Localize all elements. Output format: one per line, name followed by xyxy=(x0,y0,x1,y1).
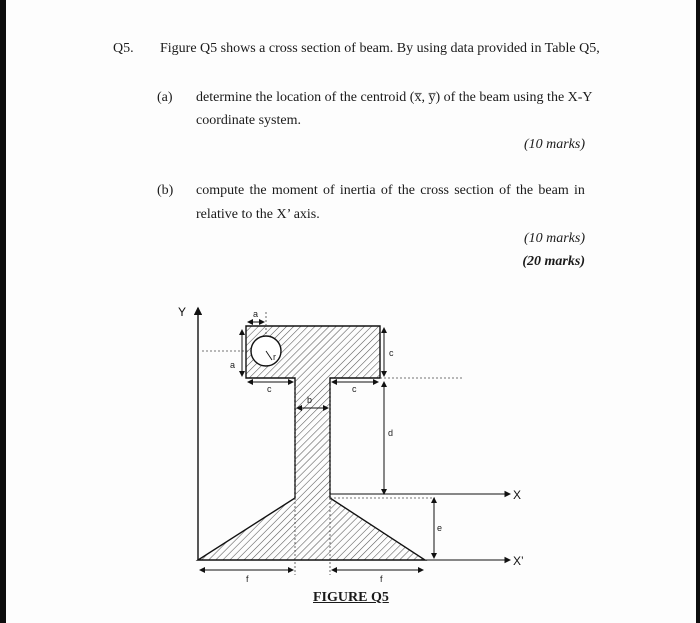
y-axis-label: Y xyxy=(178,305,187,319)
dim-label-a-left: a xyxy=(230,360,236,370)
dim-label-d: d xyxy=(388,428,394,438)
part-b-text-line1 xyxy=(196,182,585,200)
word: beam xyxy=(538,183,569,198)
x-prime-axis-label: X’ xyxy=(513,554,524,568)
question-stem: Figure Q5 shows a cross section of beam. By using data provided in Table Q5, xyxy=(160,41,600,56)
part-a-text-line2: coordinate system. xyxy=(196,113,301,128)
word: moment xyxy=(271,183,318,198)
word: the xyxy=(397,183,415,198)
part-b-marks: (10 marks) xyxy=(523,231,585,246)
beam-cross-section-figure xyxy=(160,290,540,590)
word: of xyxy=(380,183,393,198)
part-a-marks: (10 marks) xyxy=(523,137,585,152)
dim-label-f-left: f xyxy=(246,574,249,584)
word: of xyxy=(322,183,335,198)
left-dark-border xyxy=(0,0,6,623)
part-a-text-line1: determine the location of the centroid (x̅, y̅) of the beam using the X-Y xyxy=(196,90,593,105)
dim-label-b: b xyxy=(307,395,313,405)
question-number: Q5. xyxy=(113,41,134,56)
x-axis-label: X xyxy=(513,488,522,502)
part-b-text-line2: relative to the X’ axis. xyxy=(196,207,320,222)
figure-title: FIGURE Q5 xyxy=(313,590,389,605)
total-marks: (20 marks) xyxy=(522,254,585,269)
word: the xyxy=(249,183,267,198)
right-dark-border xyxy=(696,0,700,623)
word: the xyxy=(516,183,534,198)
word: compute xyxy=(196,183,245,198)
dim-label-c-left: c xyxy=(267,384,272,394)
word: cross xyxy=(420,183,449,198)
dim-label-r: r xyxy=(273,352,276,362)
word: section xyxy=(454,183,494,198)
dim-label-e: e xyxy=(437,523,443,533)
word: in xyxy=(573,183,585,198)
dim-label-f-right: f xyxy=(380,574,383,584)
dim-label-c-right: c xyxy=(352,384,357,394)
dim-label-a-top: a xyxy=(253,309,259,319)
dim-label-c-vertical: c xyxy=(389,348,394,358)
part-a-label: (a) xyxy=(157,90,173,105)
word: inertia xyxy=(339,183,376,198)
word: of xyxy=(499,183,511,198)
part-b-label: (b) xyxy=(157,183,174,198)
